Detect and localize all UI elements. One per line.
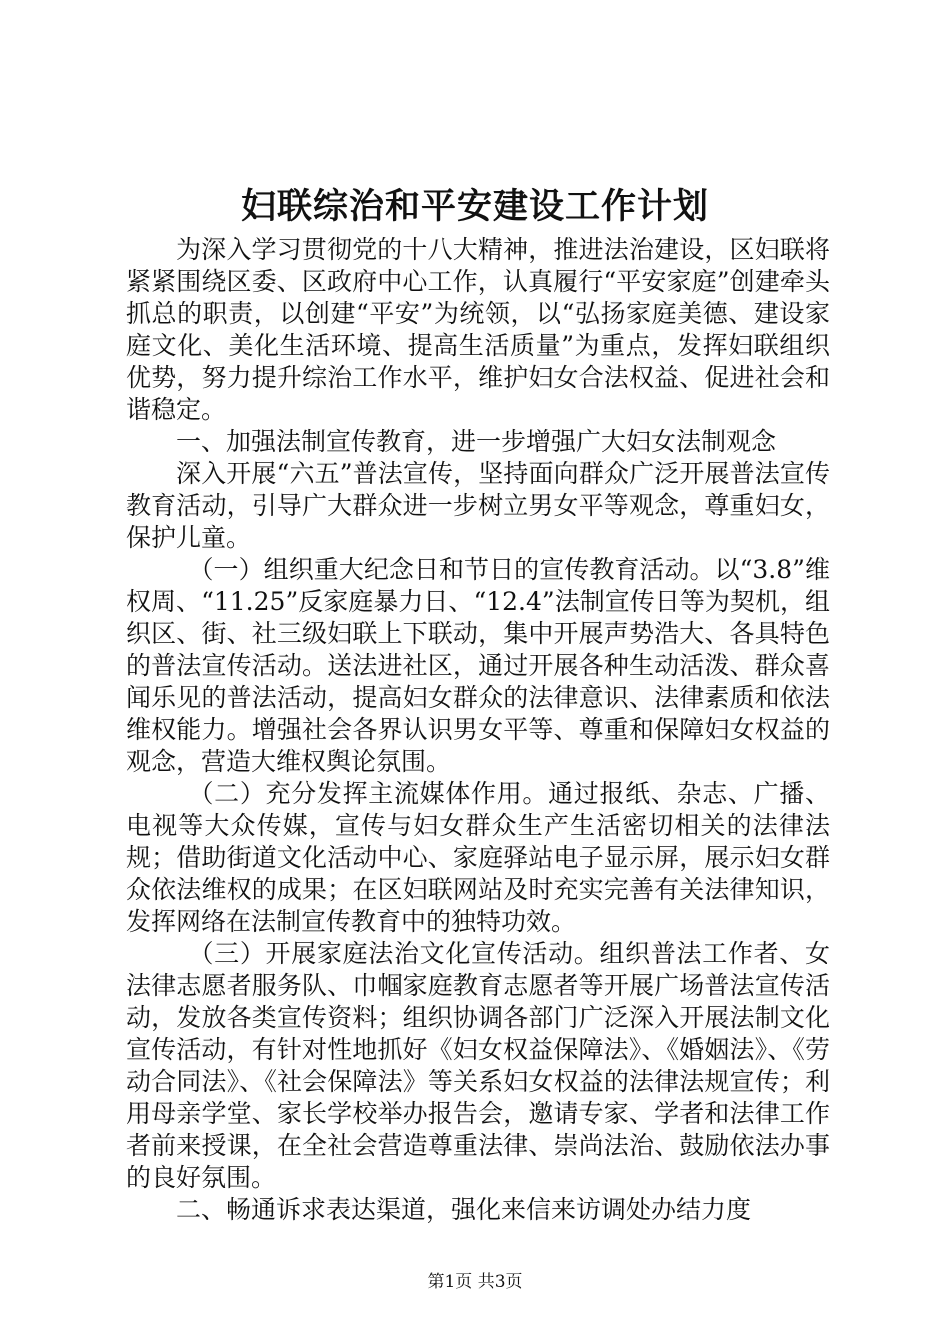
section-heading-1: 一、加强法制宣传教育，进一步增强广大妇女法制观念	[176, 427, 777, 456]
subsection-paragraph-1: （一）组织重大纪念日和节日的宣传教育活动。以“3.8”维权周、“11.25”反家庭暴力日、“12.4”法制宣传日等为契机，组织区、街、社三级妇联上下联动，集中开展声势浩大、各具特色的普法宣传活动。送法进社区，通过开展各种生动活泼、群众喜闻乐见的普法活动，提高妇女群众的法律意识、法律素质和依法维权能力。增强社会各界认识男女平等、尊重和保障妇女权益的观念，营造大维权舆论氛围。	[126, 555, 830, 776]
subsection-paragraph-3: （三）开展家庭法治文化宣传活动。组织普法工作者、女法律志愿者服务队、巾帼家庭教育志愿者等开展广场普法宣传活动，发放各类宣传资料；组织协调各部门广泛深入开展法制文化宣传活动，有针对性地抓好《妇女权益保障法》、《婚姻法》、《劳动合同法》、《社会保障法》等关系妇女权益的法律法规宣传；利用母亲学堂、家长学校举办报告会，邀请专家、学者和法律工作者前来授课，在全社会营造尊重法律、崇尚法治、鼓励依法办事的良好氛围。	[126, 939, 830, 1192]
document-body	[126, 234, 830, 1226]
subsection-paragraph-2: （二）充分发挥主流媒体作用。通过报纸、杂志、广播、电视等大众传媒，宣传与妇女群众生产生活密切相关的法律法规；借助街道文化活动中心、家庭驿站电子显示屏，展示妇女群众依法维权的成果；在区妇联网站及时充实完善有关法律知识，发挥网络在法制宣传教育中的独特功效。	[126, 779, 830, 936]
body-paragraph: 深入开展“六五”普法宣传，坚持面向群众广泛开展普法宣传教育活动，引导广大群众进一步树立男女平等观念，尊重妇女，保护儿童。	[126, 459, 830, 552]
intro-paragraph: 为深入学习贯彻党的十八大精神，推进法治建设，区妇联将紧紧围绕区委、区政府中心工作，认真履行“平安家庭”创建牵头抓总的职责，以创建“平安”为统领，以“弘扬家庭美德、建设家庭文化、美化生活环境、提高生活质量”为重点，发挥妇联组织优势，努力提升综治工作水平，维护妇女合法权益、促进社会和谐稳定。	[126, 235, 830, 424]
page-footer: 第1页 共3页	[427, 1272, 523, 1292]
section-heading-2: 二、畅通诉求表达渠道，强化来信来访调处办结力度	[176, 1195, 752, 1224]
document-title: 妇联综治和平安建设工作计划	[240, 186, 709, 227]
